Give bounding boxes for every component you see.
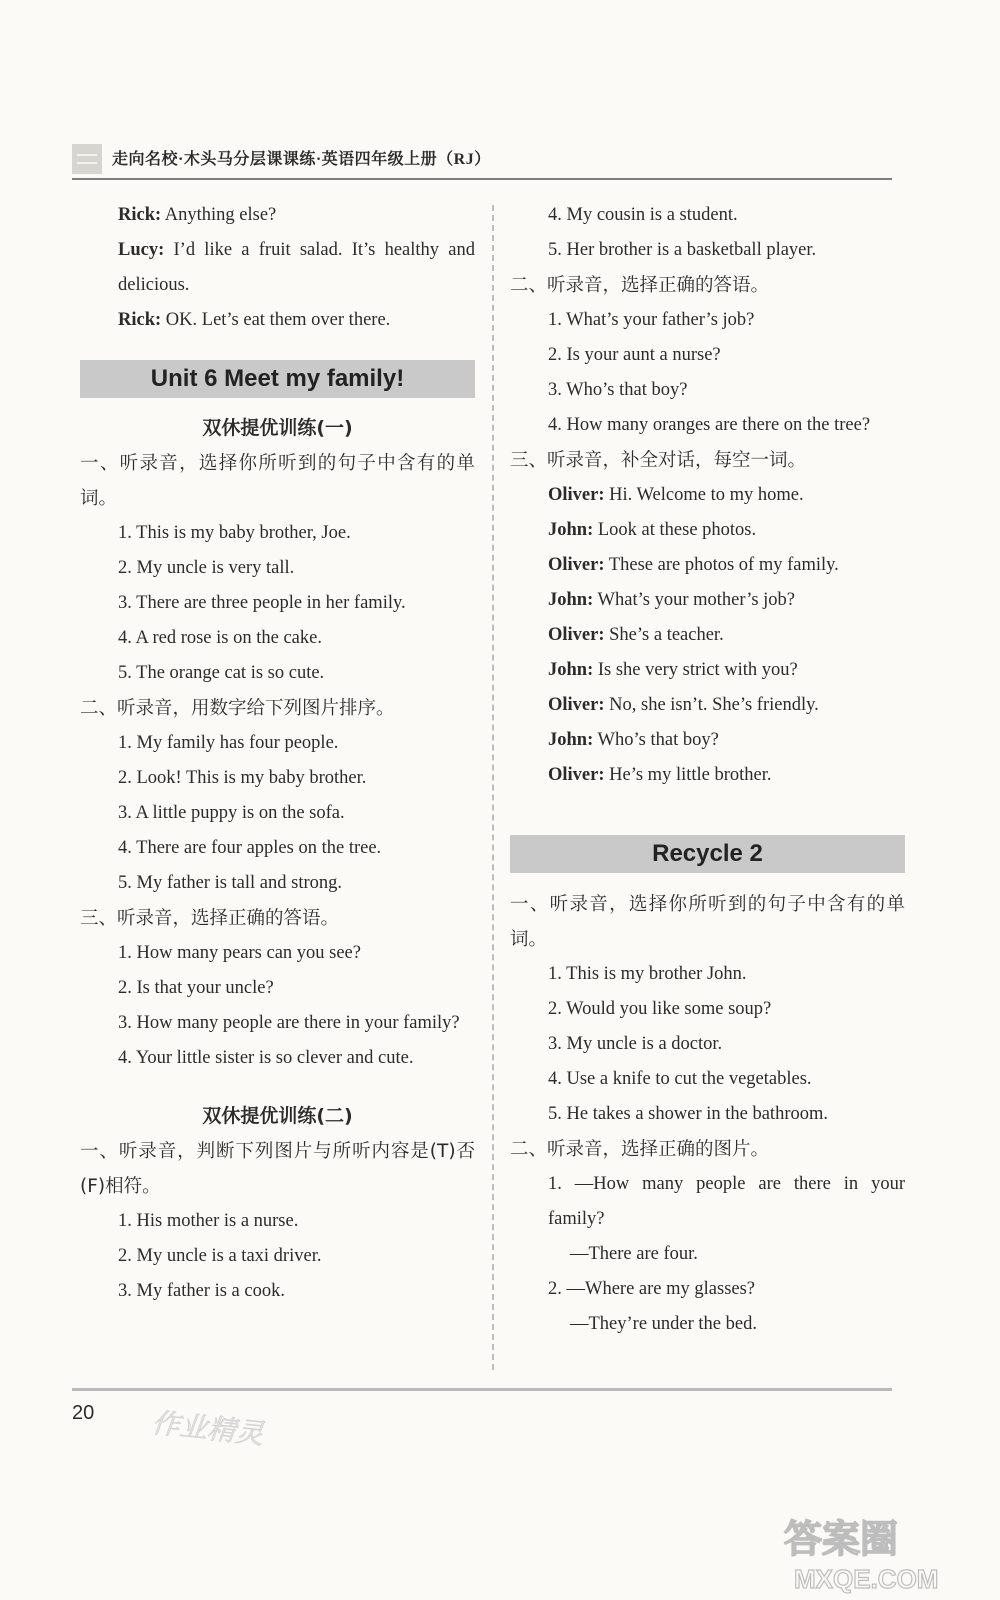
list-item: 1. His mother is a nurse. [118, 1211, 299, 1231]
dialog-text: He’s my little brother. [609, 765, 772, 785]
spacer [80, 1076, 475, 1098]
section-heading [80, 901, 475, 936]
speaker: Rick: [118, 205, 162, 225]
watermark-logo [780, 1508, 970, 1594]
dialog-text: No, she isn’t. She’s friendly. [609, 695, 819, 715]
list-item: 4. My cousin is a student. [548, 205, 738, 225]
section-title: 听录音，选择你所听到的句子中含有的单词。 [80, 453, 475, 509]
section-heading [510, 887, 905, 957]
dialog-line [510, 548, 905, 583]
list-item: 3. How many people are there in your family? [118, 1013, 460, 1033]
section-label: 一、 [510, 894, 550, 915]
header-rule [72, 178, 892, 180]
list-item: 3. My uncle is a doctor. [548, 1034, 723, 1054]
dialog-line [510, 653, 905, 688]
list-item: 4. Your little sister is so clever and cute. [118, 1048, 414, 1068]
list-item: 1. How many pears can you see? [118, 943, 361, 963]
speaker: Oliver: [548, 765, 605, 785]
section-label: 一、 [80, 453, 120, 474]
list-item: 2. Look! This is my baby brother. [118, 768, 367, 788]
speaker: John: [548, 590, 594, 610]
section-title: 听录音，补全对话，每空一词。 [547, 450, 807, 471]
section-label: 三、 [510, 450, 548, 471]
list-item: 4. How many oranges are there on the tree? [548, 415, 871, 435]
section-title: 听录音，选择正确的图片。 [547, 1139, 770, 1160]
dialog-text: OK. Let’s eat them over there. [165, 310, 391, 330]
list-item: 3. Who’s that boy? [548, 380, 688, 400]
speaker: Oliver: [548, 625, 605, 645]
section-heading [510, 268, 905, 303]
page-number: 20 [72, 1402, 95, 1424]
speaker: John: [548, 730, 594, 750]
dialog-text: Who’s that boy? [597, 730, 719, 750]
dialog-line [510, 513, 905, 548]
dialog-text: Anything else? [164, 205, 277, 225]
speaker: Oliver: [548, 555, 605, 575]
section-title: 听录音，选择正确的答语。 [547, 275, 770, 296]
dialog-text: These are photos of my family. [608, 555, 839, 575]
section-label: 二、 [510, 275, 548, 296]
book-icon [72, 144, 102, 174]
section-title: 听录音，判断下列图片与所听内容是(T)否(F)相符。 [80, 1141, 475, 1197]
list-item: 5. He takes a shower in the bathroom. [548, 1104, 828, 1124]
section-heading [80, 691, 475, 726]
stamp-logo [148, 1395, 288, 1455]
dialog-text: I’d like a fruit salad. It’s healthy and delicious. [118, 240, 475, 295]
practice-subheading: 双休提优训练(二) [202, 1105, 353, 1127]
watermark-url: MXQE.COM [794, 1564, 939, 1594]
speaker: Rick: [118, 310, 162, 330]
left-column [80, 198, 475, 1309]
list-item: 1. My family has four people. [118, 733, 339, 753]
list-item: 4. Use a knife to cut the vegetables. [548, 1069, 812, 1089]
list-item: 3. A little puppy is on the sofa. [118, 803, 345, 823]
practice-subheading: 双休提优训练(一) [202, 417, 353, 439]
list-item: 1. This is my baby brother, Joe. [118, 523, 351, 543]
footer-rule [72, 1388, 892, 1391]
list-item: 2. My uncle is very tall. [118, 558, 295, 578]
list-item: 1. —How many people are there in your family? [548, 1174, 905, 1229]
list-item: 5. My father is tall and strong. [118, 873, 343, 893]
list-item: 3. There are three people in her family. [118, 593, 406, 613]
speaker: Lucy: [118, 240, 165, 260]
section-label: 一、 [80, 1141, 119, 1162]
list-item-answer: —There are four. [570, 1244, 698, 1264]
section-label: 二、 [510, 1139, 548, 1160]
dialog-text: She’s a teacher. [609, 625, 724, 645]
dialog-line [80, 233, 475, 303]
dialog-text: Is she very strict with you? [597, 660, 798, 680]
dialog-line [510, 583, 905, 618]
dialog-line [80, 303, 475, 338]
section-heading [510, 443, 905, 478]
list-item: 2. Would you like some soup? [548, 999, 772, 1019]
speaker: John: [548, 520, 594, 540]
dialog-text: What’s your mother’s job? [597, 590, 796, 610]
section-title: 听录音，用数字给下列图片排序。 [117, 698, 395, 719]
speaker: John: [548, 660, 594, 680]
dialog-text: Look at these photos. [597, 520, 757, 540]
section-title: 听录音，选择你所听到的句子中含有的单词。 [510, 894, 905, 950]
list-item: 1. What’s your father’s job? [548, 310, 755, 330]
list-item: 1. This is my brother John. [548, 964, 747, 984]
dialog-line [80, 198, 475, 233]
dialog-line [510, 723, 905, 758]
dialog-line [510, 688, 905, 723]
section-label: 三、 [80, 908, 118, 929]
list-item-answer: —They’re under the bed. [570, 1314, 757, 1334]
list-item: 4. A red rose is on the cake. [118, 628, 322, 648]
list-item: 2. My uncle is a taxi driver. [118, 1246, 322, 1266]
dialog-line [510, 758, 905, 793]
watermark-text: 答案圈 [784, 1517, 899, 1561]
speaker: Oliver: [548, 485, 605, 505]
column-divider [492, 205, 494, 1370]
unit-banner: Unit 6 Meet my family! [80, 360, 475, 398]
section-heading [80, 1134, 475, 1204]
list-item: 5. Her brother is a basketball player. [548, 240, 817, 260]
header-title: 走向名校·木头马分层课课练·英语四年级上册（RJ） [112, 151, 491, 168]
dialog-line [510, 478, 905, 513]
dialog-line [510, 618, 905, 653]
section-label: 二、 [80, 698, 118, 719]
list-item: 5. The orange cat is so cute. [118, 663, 325, 683]
speaker: Oliver: [548, 695, 605, 715]
section-heading [80, 446, 475, 516]
section-title: 听录音，选择正确的答语。 [117, 908, 340, 929]
recycle-banner: Recycle 2 [510, 835, 905, 873]
right-column [510, 198, 905, 1342]
page-header [72, 140, 892, 180]
list-item: 4. There are four apples on the tree. [118, 838, 382, 858]
list-item: 2. Is your aunt a nurse? [548, 345, 721, 365]
list-item: 2. —Where are my glasses? [548, 1279, 756, 1299]
list-item: 2. Is that your uncle? [118, 978, 274, 998]
stamp-text: 作业精灵 [150, 1406, 266, 1451]
list-item: 3. My father is a cook. [118, 1281, 285, 1301]
dialog-text: Hi. Welcome to my home. [609, 485, 804, 505]
section-heading [510, 1132, 905, 1167]
